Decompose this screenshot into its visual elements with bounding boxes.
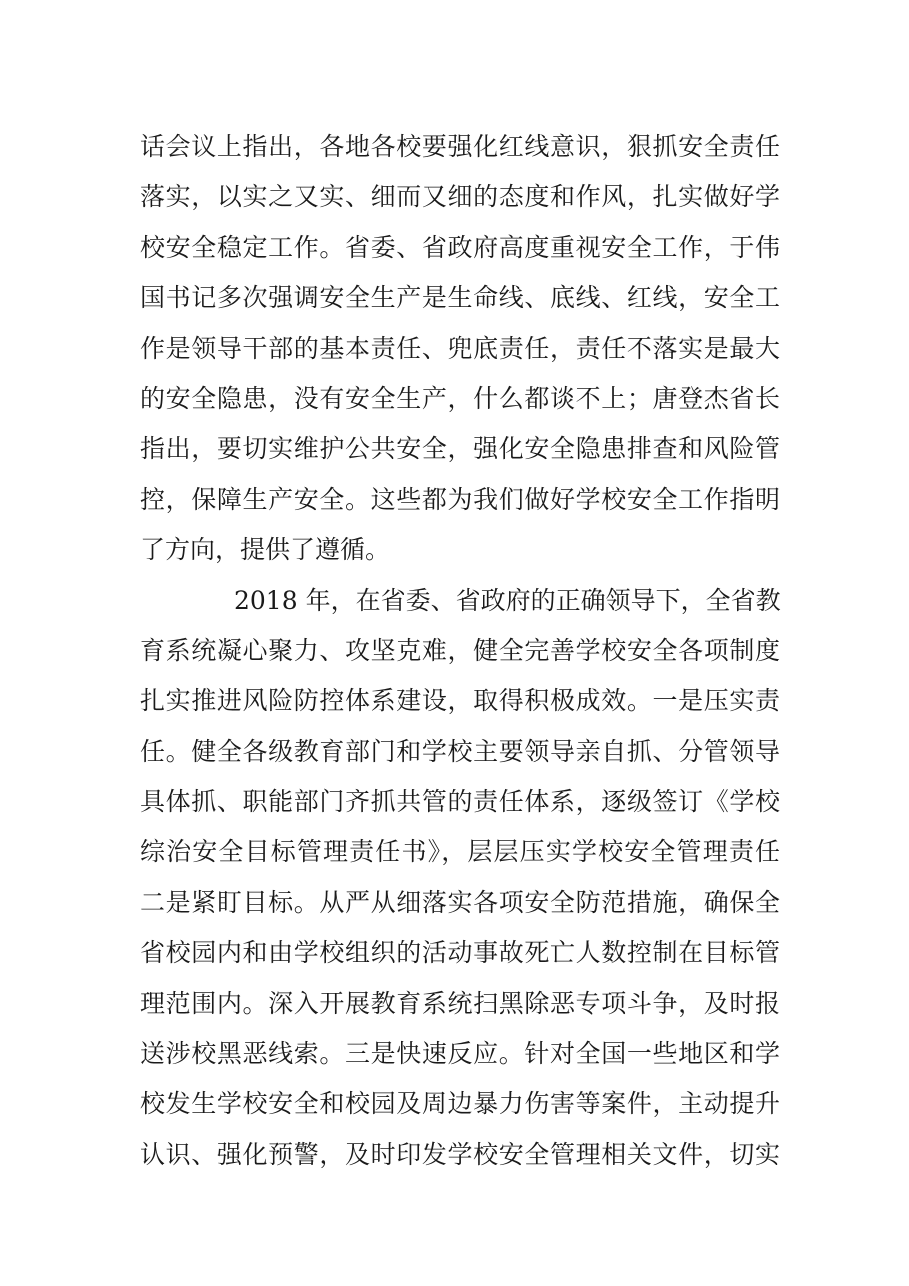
text-line: 送涉校黑恶线索。三是快速反应。针对全国一些地区和学 [140,1039,780,1069]
text-line: 省校园内和由学校组织的活动事故死亡人数控制在目标管 [140,938,780,968]
text-line: 作是领导干部的基本责任、兜底责任，责任不落实是最大 [140,333,780,363]
text-line: 校安全稳定工作。省委、省政府高度重视安全工作，于伟 [140,232,780,262]
text-line: 任。健全各级教育部门和学校主要领导亲自抓、分管领导 [140,736,780,766]
text-line: 综治安全目标管理责任书》，层层压实学校安全管理责任 [140,837,780,867]
document-body [140,122,780,1180]
text-line: 落实，以实之又实、细而又细的态度和作风，扎实做好学 [140,182,780,212]
text-line: 控，保障生产安全。这些都为我们做好学校安全工作指明 [140,484,780,514]
text-line: 校发生学校安全和校园及周边暴力伤害等案件，主动提升 [140,1089,780,1119]
text-line: 指出，要切实维护公共安全，强化安全隐患排查和风险管 [140,434,780,464]
text-line: 话会议上指出，各地各校要强化红线意识，狠抓安全责任 [140,132,780,161]
text-line: 具体抓、职能部门齐抓共管的责任体系，逐级签订《学校 [140,787,780,817]
text-line: 扎实推进风险防控体系建设，取得积极成效。一是压实责 [140,686,780,716]
text-line: 2018 年，在省委、省政府的正确领导下，全省教 [234,585,781,615]
text-line: 育系统凝心聚力、攻坚克难，健全完善学校安全各项制度 [140,635,780,665]
text-line: 的安全隐患，没有安全生产，什么都谈不上；唐登杰省长 [140,383,780,413]
text-line: 了方向，提供了遵循。 [140,535,391,565]
text-line: 理范围内。深入开展教育系统扫黑除恶专项斗争，及时报 [140,988,780,1018]
text-line: 认识、强化预警，及时印发学校安全管理相关文件，切实 [140,1139,780,1169]
text-line: 二是紧盯目标。从严从细落实各项安全防范措施，确保全 [140,887,780,917]
paragraph-2 [140,576,780,1181]
paragraph-1 [140,122,780,576]
text-line: 国书记多次强调安全生产是生命线、底线、红线，安全工 [140,283,780,313]
